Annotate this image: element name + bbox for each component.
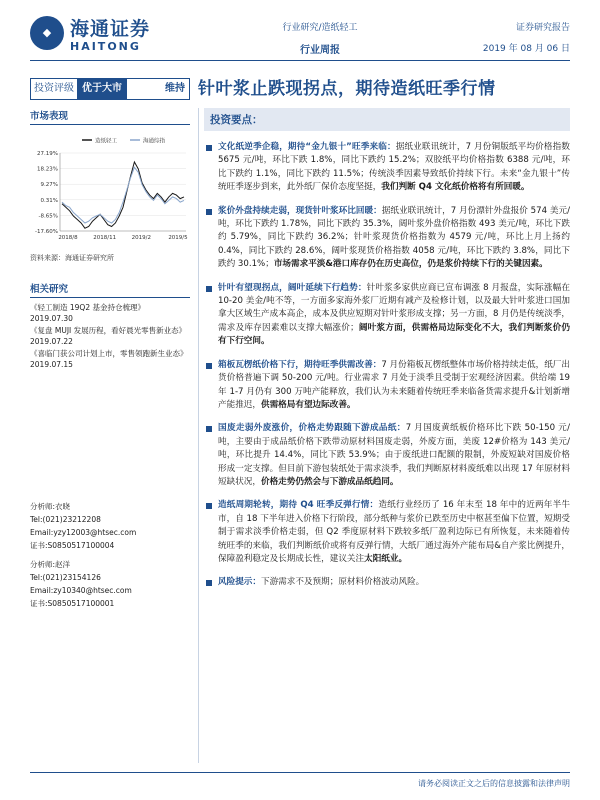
y-tick-label: 0.31%: [40, 197, 58, 204]
key-point-conclusion: 太阳纸业。: [364, 553, 408, 564]
rating-value: 优于大市: [77, 79, 127, 99]
key-points-heading: 投资要点：: [204, 108, 570, 131]
column-divider: [198, 108, 199, 763]
related-research-item[interactable]: 《轻工制造 19Q2 基金持仓梳理》 2019.07.30: [30, 303, 145, 323]
performance-line-chart: [30, 131, 190, 249]
analyst-cert: 证书:S0850517100001: [30, 599, 115, 608]
market-performance-heading: 市场表现: [30, 108, 190, 125]
key-point-body: 7 月国废黄纸板价格环比下跌 50-150 元/吨，主要由于成品纸价格下跌带动原材料国废走弱，外废方面，美废 12#价格为 143 美元/吨，环比提升 14.4%，同比下跌 53.9%；由于废纸进口配额的限制，外废短缺对国废价格形成一定支撑。但目前下游包装纸处于需求淡季，我们判断原材料废纸难以出现 17 年原材料短缺状况，: [218, 423, 570, 487]
square-bullet-icon: [206, 363, 212, 369]
key-point-lead: 浆价外盘持续走弱，现货针叶浆环比回暖：: [218, 205, 382, 216]
report-type: 行业周报: [300, 45, 340, 56]
company-logo: [30, 14, 151, 54]
chart-source: 资料来源：海通证券研究所: [30, 254, 114, 262]
key-point-body: 7 月份箱板瓦楞纸整体市场价格持续走低，纸厂出货价格普遍下调 50-200 元/吨。行业需求 7 月处于淡季且受制于宏观经济因素。供给端 19 年 1-7 月仍有 300 万吨产能释放，我们认为未来随着传统旺季来临备货需求提升&计划新增产能推迟，: [218, 359, 570, 410]
x-tick-label: 2018/8: [58, 235, 78, 241]
related-research-item[interactable]: 《复盘 MUJI 发展历程，看好晨光零售新业态》 2019.07.22: [30, 326, 187, 346]
header-divider: [30, 60, 570, 61]
y-tick-label: 27.19%: [37, 151, 58, 157]
analyst-tel: Tel:(021)23154126: [30, 573, 101, 582]
footer-divider: [30, 772, 570, 773]
key-point-lead: 风险提示：: [218, 577, 261, 588]
analyst-tel: Tel:(021)23212208: [30, 515, 101, 524]
rating-change: 维持: [161, 79, 189, 99]
key-point: [204, 499, 570, 566]
analyst-card: [30, 558, 190, 610]
analyst-card: [30, 500, 190, 552]
series-line: [62, 167, 184, 223]
key-point: [204, 141, 570, 195]
disclaimer-footer: 请务必阅读正文之后的信息披露和法律声明: [418, 779, 570, 788]
key-point-conclusion: 市场需求平淡&港口库存仍在历史高位，仍是浆价持续下行的关键因素。: [273, 259, 548, 270]
key-points-list: [204, 141, 570, 590]
report-title: 针叶浆止跌现拐点，期待造纸旺季行情: [198, 79, 496, 99]
legend-label: 造纸轻工: [95, 138, 118, 145]
key-point-lead: 箱板瓦楞纸价格下行，期待旺季供需改善：: [218, 359, 382, 370]
main-content: [204, 108, 570, 600]
key-point: [204, 282, 570, 349]
key-point-body: 据纸业联讯统计，7 月份漂针外盘报价 574 美元/吨，环比下跌约 1.78%，同比下跌约 35.3%，阔叶浆外盘价格指数 493 美元/吨，环比下跌约 5.79%，同比下跌约 36.2%；针叶浆现货价格指数为 4579 元/吨，环比上月上扬约 0.4%，同比下跌约 28.6%，阔叶浆现货价格指数 4058 元/吨，环比下跌约 3.8%，同比下跌约 30.1%；: [218, 205, 570, 270]
key-point-body: 下游需求不及预期；原材料价格波动风险。: [260, 577, 425, 588]
key-point-lead: 国废走弱外废涨价，价格走势跟随下游成品纸：: [218, 423, 406, 434]
industry-category: 行业研究/造纸轻工: [282, 23, 358, 33]
x-tick-label: 2019/5: [168, 235, 188, 241]
investment-rating: [30, 78, 190, 100]
key-point-lead: 造纸周期轮转，期待 Q4 旺季反弹行情：: [218, 500, 379, 511]
key-point: [204, 359, 570, 413]
key-point-conclusion: 供需格局有望边际改善。: [260, 399, 356, 410]
rating-label: 投资评级: [31, 79, 77, 99]
legend-label: 海通综指: [143, 138, 166, 145]
key-point-lead: 针叶有望现拐点，阔叶延续下行趋势：: [218, 282, 367, 293]
square-bullet-icon: [206, 286, 212, 292]
related-research-list: [30, 302, 190, 370]
logo-chinese-name: 海通证券: [70, 18, 151, 40]
header-right: [483, 20, 570, 54]
square-bullet-icon: [206, 503, 212, 509]
key-point-conclusion: 价格走势仍然会与下游成品纸趋同。: [260, 476, 399, 487]
analyst-email[interactable]: Email:zy10340@htsec.com: [30, 586, 132, 595]
y-tick-label: 18.23%: [37, 166, 58, 173]
key-point: [204, 576, 570, 589]
report-date: 2019 年 08 月 06 日: [482, 44, 570, 54]
report-header: [0, 0, 600, 62]
square-bullet-icon: [206, 426, 212, 432]
key-point: [204, 422, 570, 489]
related-research-heading: 相关研究: [30, 281, 190, 298]
y-tick-label: 9.27%: [40, 182, 58, 189]
key-point-body: 造纸行业经历了 16 年末至 18 年中的近两年半牛市，自 18 下半年进入价格下行阶段，部分纸种与浆价已跌至历史中枢甚至偏下位置，短期受制于需求淡季价格走弱，但 Q2 季度原材料下跌较多纸厂盈利边际已有所恢复，未来随着传统旺季的来临，我们判断纸价或将有反弹行情，大纸厂通过海外产能布局&自产浆比例提升，保障盈利稳定及长期成长性，建议关注: [218, 500, 570, 564]
x-tick-label: 2019/2: [131, 235, 152, 241]
header-center: [265, 20, 375, 56]
analyst-name: 分析师:衣晓: [30, 502, 71, 511]
key-point-lead: 文化纸逆季企稳，期待“金九银十”旺季来临：: [218, 142, 396, 152]
key-point-body: 针叶浆多家供应商已宣布调涨 8 月报盘，实际涨幅在 10-20 美金/吨不等，一方面多家海外浆厂近期有减产及检修计划，以及最大针叶浆进口国加拿大区域生产成本高企，成本及供应短期对针叶浆形成支撑；另一方面，8 月仍是传统淡季，需求及库存因素难以支撑大幅涨价；: [218, 282, 570, 333]
square-bullet-icon: [206, 209, 212, 215]
left-sidebar: [30, 108, 190, 371]
key-point: [204, 205, 570, 272]
analyst-name: 分析师:赵洋: [30, 560, 71, 569]
analyst-cert: 证书:S0850517100004: [30, 541, 115, 550]
related-research-item[interactable]: 《喜临门获公司计划上市，零售领跑新生业态》 2019.07.15: [30, 349, 188, 369]
analyst-email[interactable]: Email:yzy12003@htsec.com: [30, 528, 137, 537]
key-point-conclusion: 阔叶浆方面，供需格局边际变化不大，我们判断浆价仍有下行空间。: [218, 322, 570, 347]
key-point-conclusion: 我们判断 Q4 文化纸价格将有所回暖。: [381, 182, 530, 193]
key-point-body: 据纸业联讯统计，7 月份铜版纸平均价格指数 5675 元/吨，环比下跌 1.8%，同比下跌约 15.2%；双胶纸平均价格指数 6388 元/吨，环比下跌约 1.1%，同比下跌约 11.5%；传统淡季因素导致纸价持续下行。未来“金九银十”传统旺季逐步到来，此外纸厂保价态度坚挺，: [218, 142, 570, 193]
logo-emblem-icon: ◆: [30, 16, 64, 50]
x-tick-label: 2018/11: [93, 235, 117, 241]
square-bullet-icon: [206, 580, 212, 586]
y-tick-label: -8.65%: [38, 213, 58, 220]
market-performance-chart: [30, 131, 190, 249]
y-tick-label: -17.60%: [35, 229, 58, 235]
report-label: 证券研究报告: [515, 23, 570, 33]
square-bullet-icon: [206, 145, 212, 151]
logo-english-name: HAITONG: [70, 40, 141, 53]
